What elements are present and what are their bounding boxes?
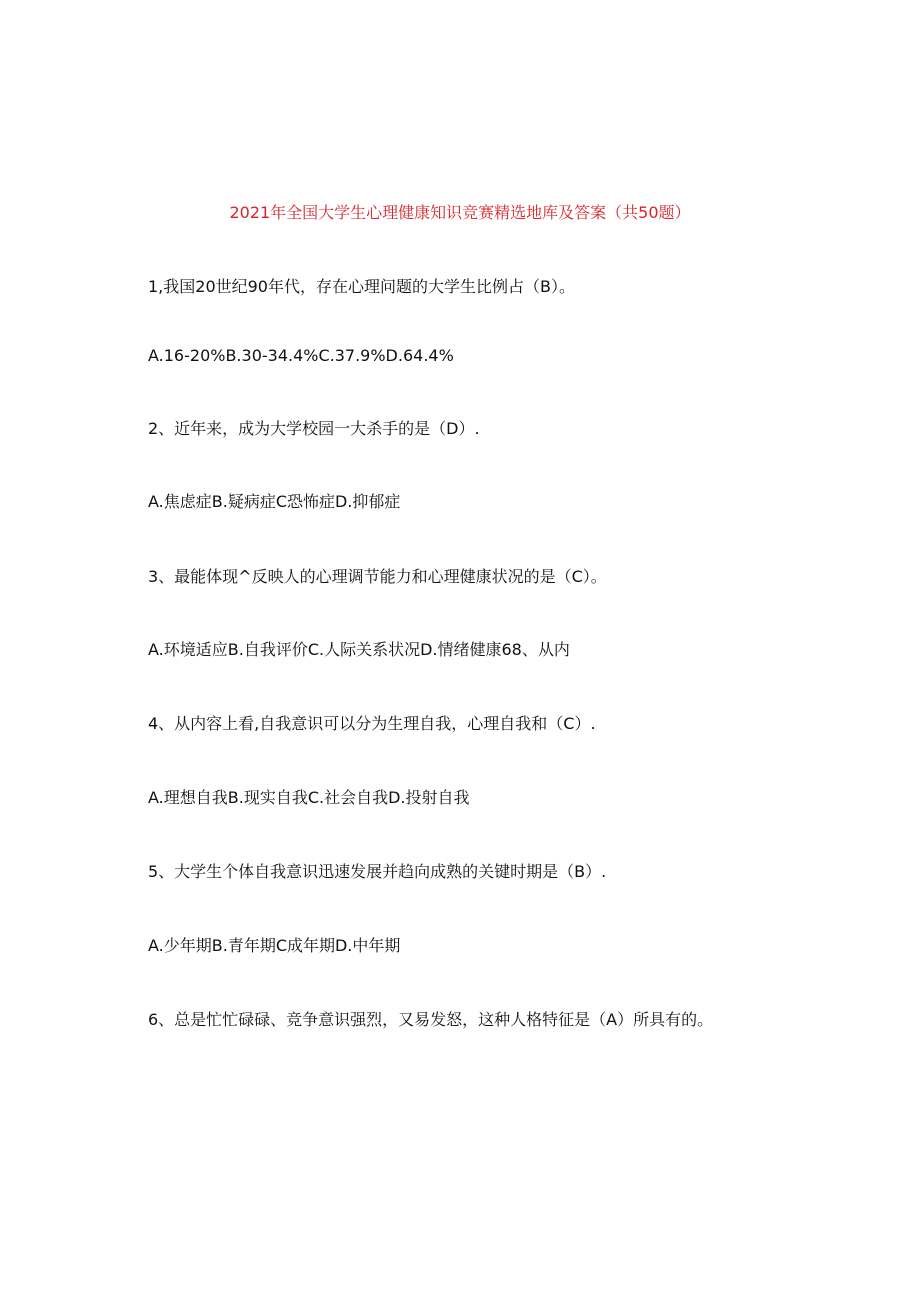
- question-2-options: A.焦虑症B.疑病症C恐怖症D.抑郁症: [148, 492, 401, 511]
- question-4: 4、从内容上看,自我意识可以分为生理自我，心理自我和（C）.: [148, 714, 596, 733]
- question-4-options: A.理想自我B.现实自我C.社会自我D.投射自我: [148, 788, 470, 807]
- document-title: 2021年全国大学生心理健康知识竞赛精选地库及答案（共50题）: [229, 203, 691, 222]
- question-3-options: A.环境适应B.自我评价C.人际关系状况D.情绪健康68、从内: [148, 640, 570, 659]
- question-5-options: A.少年期B.青年期C成年期D.中年期: [148, 936, 401, 955]
- question-5: 5、大学生个体自我意识迅速发展并趋向成熟的关键时期是（B）.: [148, 862, 607, 881]
- question-1-options: A.16-20%B.30-34.4%C.37.9%D.64.4%: [148, 346, 454, 365]
- question-6: 6、总是忙忙碌碌、竞争意识强烈，又易发怒，这种人格特征是（A）所具有的。: [148, 1010, 714, 1029]
- question-2: 2、近年来，成为大学校园一大杀手的是（D）.: [148, 419, 480, 438]
- question-3: 3、最能体现^反映人的心理调节能力和心理健康状况的是（C）。: [148, 567, 607, 586]
- question-1: 1,我国20世纪90年代，存在心理问题的大学生比例占（B）。: [148, 277, 575, 296]
